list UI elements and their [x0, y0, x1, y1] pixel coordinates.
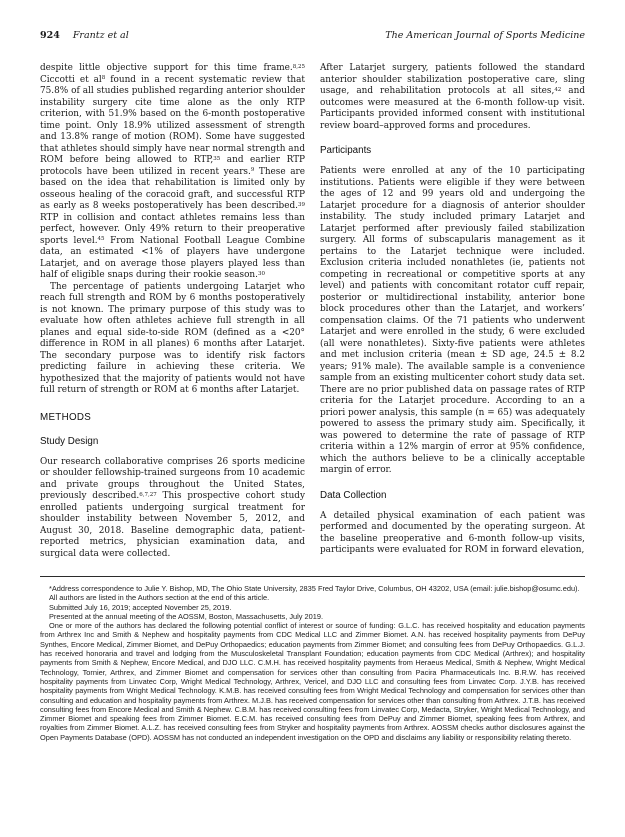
left-column: [40, 63, 305, 581]
citation-superscript: 6,7,27: [139, 491, 157, 498]
footnote-paragraph: Submitted July 16, 2019; accepted November 25, 2019.: [49, 602, 232, 612]
body-paragraph: The percentage of patients undergoing Latarjet who reach full strength and ROM by 6 months postoperatively is not known. The primary purpose of this study was to evaluate how often athletes achieve full strength in all planes and equal side-to-side ROM (defined as a <20° difference in ROM in all planes) 6 months after Latarjet. The secondary purpose was to identify risk factors predicting failure in achieving these criteria. We hypothesized that the majority of patients would not have full return of strength or ROM at 6 months after Latarjet.: [40, 281, 305, 395]
footnote-text: [40, 584, 585, 742]
right-column: [320, 63, 585, 581]
section-heading: METHODS: [40, 411, 92, 423]
running-head-left: [40, 30, 129, 41]
citation-superscript: 9: [250, 167, 255, 174]
body-paragraph: Our research collaborative comprises 26 sports medicine or shoulder fellowship-trained surgeons from 10 academic and private groups throughout the United States, previously described.$^{6,7,27}$ This prospective cohort study enrolled patients undergoing surgical treatment for shoulder instability between November 5, 2012, and August 30, 2018. Baseline demographic data, patient-reported metrics, physician examination data, and surgical data were collected.: [40, 456, 305, 559]
citation-superscript: 30: [257, 270, 265, 277]
page-number: 924: [40, 30, 60, 41]
citation-superscript: 39: [298, 201, 305, 208]
citation-superscript: 8,25: [292, 63, 305, 70]
citation-superscript: 42: [554, 86, 562, 93]
subsection-heading: Participants: [320, 145, 372, 156]
footnote-block: [40, 576, 585, 742]
journal-title: The American Journal of Sports Medicine: [385, 30, 585, 41]
body-paragraph: A detailed physical examination of each patient was performed and documented by the operating surgeon. At the baseline preoperative and 6-month follow-up visits, participants were evaluated for ROM in forward elevation,: [320, 510, 585, 555]
footnote-paragraph: All authors are listed in the Authors section at the end of this article.: [49, 593, 270, 603]
body-paragraph: despite little objective support for this time frame.$^{8,25}$ Ciccotti et $al^8$ found in a recent systematic review that 75.8% of all studies published regarding anterior shoulder instability surgery cite time alone as the only RTP criterion, with 51.9% based on the 6-month postoperative time point. Only 18.9% utilized assessment of strength and 13.8% range of motion (ROM). Some have suggested that athletes should simply have near normal strength and ROM before being allowed to RTP,$^{35}$ and earlier RTP protocols have been utilized in recent years.$^9$ These are based on the idea that rehabilitation is limited only by osseous healing of the coracoid graft, and successful RTP as early as 8 weeks postoperatively has been described.$^{39}$ RTP in collision and contact athletes remains less than perfect, however. Only 49% return to their preoperative sports level.$^{45}$ From National Football League Combine data, an estimated <1% of players have undergone Latarjet, and on average those players played less than half of eligible snaps during their rookie season.$^{30}$: [40, 63, 305, 280]
body-paragraph: After Latarjet surgery, patients followed the standard anterior shoulder stabilization postoperative care, sling usage, and rehabilitation protocols at all sites,$^{42}$ and outcomes were measured at the 6-month follow-up visit. Participants provided informed consent with institutional review board–approved forms and procedures.: [320, 63, 585, 131]
footnote-paragraph: One or more of the authors has declared the following potential conflict of interest or source of funding: G.L.C. has received hospitality and education payments from Arthrex Inc and Smith & Nephew and hospitality payments from CDC Medical LLC and Zimmer Biomet. A.N. has received hospitality payments from DePuy Synthes, Encore Medical, Zimmer Biomet, and DePuy Orthopaedics; education payments from Zimmer Biomet; and consulting fees from DePuy Orthopaedics. G.L.J. has received honoraria and travel and lodging from the Musculoskeletal Transplant Foundation; education payments from CDC Medical (Arthrex); and hospitality payments from Smith & Nephew, Encore Medical, and DJO LLC. C.M.H. has received hospitality payments from Heraeus Medical, Smith & Nephew, Wright Medical Technology, Tornier, Arthrex, and Zimmer Biomet and compensation for services other than consulting from Pacira Pharmaceuticals Inc. B.R.W. has received hospitality payments from Linvatec Corp, Wright Medical Technology, Arthrex, Vericel, and DJO LLC and consulting fees from Linvatec Corp. J.Y.B. has received hospitality payments from Wright Medical Technology. K.M.B. has received consulting fees from Wright Medical Technology and compensation for services other than consulting and education and hospitality payments from Arthrex. M.J.B. has received compensation for services other than consulting from Arthrex. J.T.B. has received consulting fees from Encore Medical and Smith & Nephew. C.B.M. has received consulting fees from Linvatec Corp, Medacta, Stryker, Wright Medical Technology, and Zimmer Biomet and speaking fees from Zimmer Biomet. E.C.M. has received consulting fees from DePuy and Zimmer Biomet, speaking fees from Arthrex, and royalties from Zimmer Biomet. A.L.Z. has received consulting fees from Stryker and hospitality payments from Arthrex. AOSSM checks author disclosures against the Open Payments Database (OPD). AOSSM has not conducted an independent investigation on the OPD and disclaims any liability or responsibility relating thereto.: [40, 621, 585, 742]
running-head: [40, 30, 585, 41]
citation-superscript: 8: [101, 75, 106, 82]
citation-superscript: 45: [97, 236, 105, 243]
footnote-divider: [40, 576, 585, 577]
footnote-paragraph: Presented at the annual meeting of the AOSSM, Boston, Massachusetts, July 2019.: [49, 611, 324, 621]
subsection-heading: Data Collection: [320, 489, 387, 501]
citation-superscript: 35: [213, 155, 221, 162]
running-authors: Frantz et al: [72, 30, 129, 41]
subsection-heading: Study Design: [40, 435, 99, 447]
footnote-paragraph: *Address correspondence to Julie Y. Bishop, MD, The Ohio State University, 2835 Fred Taylor Drive, Columbus, OH 43202, USA (email: julie.bishop@osumc.edu).: [49, 584, 580, 593]
body-paragraph: Patients were enrolled at any of the 10 participating institutions. Patients were eligible if they were between the ages of 12 and 99 years old and undergoing the Latarjet procedure for a diagnosis of anterior shoulder instability. The study included primary Latarjet and Latarjet performed after previously failed stabilization surgery. All forms of subscapularis management as it pertains to the Latarjet technique were included. Exclusion criteria included nonathletes (ie, patients not competing in recreational or competitive sports at any level) and patients with concomitant rotator cuff repair, posterior or multidirectional instability, anterior bone block procedures other than the Latarjet, and workers’ compensation claims. Of the 71 patients who underwent Latarjet and were enrolled in the study, 6 were excluded (all were nonathletes). Sixty-five patients were athletes and met inclusion criteria (mean ± SD age, 24.5 ± 8.2 years; 91% male). The available sample is a convenience sample from an existing multicenter cohort study data set. There are no prior published data on passage rates of RTP criteria for the Latarjet procedure. According to an a priori power analysis, this sample (n = 65) was adequately powered to assess the primary study aim. Specifically, it was powered to determine the rate of passage of RTP criteria within a 12% margin of error at 95% confidence, which the authors believe to be a clinically acceptable margin of error.: [320, 166, 585, 475]
article-body: [40, 63, 585, 581]
